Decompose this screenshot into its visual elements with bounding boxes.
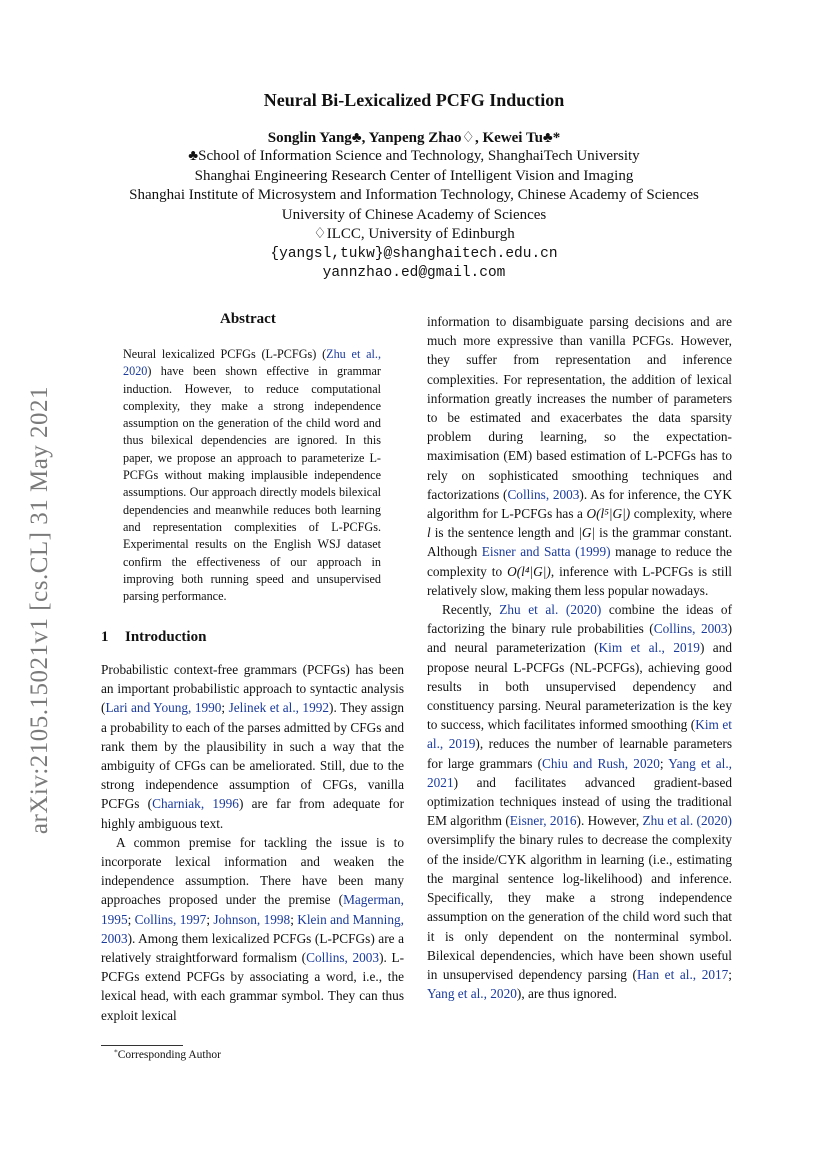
text: ), reduces the number of learnable parameters for large grammars (: [427, 736, 732, 771]
abstract-heading: Abstract: [220, 311, 276, 327]
text: oversimplify the binary rules to decrease the complexity of the inside/CYK algorithm in learning (i.e., estimating the marginal sentence log-likelihood) and inference. Specifically, they make a strong independence assumption on the generation of the child word such that it is only dependent on the nonterminal symbol. Bilexical dependencies, which have been shown useful in unsupervised dependency parsing (: [427, 832, 732, 982]
citation-link[interactable]: Magerman, 1995: [101, 892, 404, 927]
citation-link[interactable]: Collins, 1997: [134, 911, 207, 927]
affiliation: ♣School of Information Science and Technology, ShanghaiTech University: [188, 148, 640, 164]
text: combine the ideas of factorizing the binary rule probabilities (: [427, 602, 732, 637]
text: ). However,: [576, 813, 643, 829]
text: complexity, where: [630, 506, 732, 522]
email: yannzhao.ed@gmail.com: [322, 265, 506, 281]
text: ). L-PCFGs extend PCFGs by associating a word, i.e., the lexical head, with each grammar symbol. They can thus exploit lexical: [101, 950, 404, 1023]
text: , inference with L-PCFGs is still relatively slow, making them less popular nowadays.: [427, 563, 732, 598]
section-title: Introduction: [125, 629, 207, 645]
text: manage to reduce the complexity to: [427, 544, 732, 579]
text: ) and facilitates advanced gradient-based optimization techniques instead of using the traditional EM algorithm (: [427, 774, 732, 829]
footnote-mark: *: [114, 1047, 118, 1057]
citation-link[interactable]: Chiu and Rush, 2020: [542, 755, 660, 771]
text: ;: [221, 700, 229, 716]
math: l: [427, 525, 431, 541]
text: ) are far from adequate for highly ambiguous text.: [101, 796, 404, 831]
text: ). Among them lexicalized PCFGs (L-PCFGs) are a relatively straightforward formalism (: [101, 930, 404, 966]
email: {yangsl,tukw}@shanghaitech.edu.cn: [270, 245, 558, 262]
text: Recently,: [442, 602, 500, 618]
text: is the grammar constant. Although: [427, 525, 732, 560]
citation-link[interactable]: Zhu et al. (2020): [499, 602, 602, 618]
citation-link[interactable]: Collins, 2003: [507, 486, 580, 502]
text: ). As for inference, the CYK algorithm for L-PCFGs has a: [427, 486, 732, 522]
text: ) have been shown effective in grammar induction. However, to reduce computational complexity, they make a strong independence assumption on the generation of the child word and thus bilexical dependencies are ignored. In this paper, we propose an approach to parameterize L-PCFGs without making implausible independence assumptions. Our approach directly models bilexical dependencies and meanwhile reduces both learning and representation complexities of L-PCFGs. Experimental results on the English WSJ dataset confirm the effectiveness of our approach in improving both running speed and unsupervised parsing performance.: [123, 364, 381, 604]
paragraph: [101, 833, 404, 1025]
affiliations: [0, 147, 828, 284]
left-column: [101, 660, 404, 1025]
footnote-divider: [101, 1045, 183, 1046]
text: Probabilistic context-free grammars (PCFGs) has been an important probabilistic approach to syntactic analysis (: [101, 662, 404, 716]
text: ;: [659, 755, 669, 771]
text: A common premise for tackling the issue is to incorporate lexical information and weaken the independence assumption. There have been many approaches proposed under the premise (: [101, 834, 404, 908]
text: ;: [127, 911, 135, 927]
text: ;: [728, 966, 732, 982]
citation-link[interactable]: Yang et al., 2021: [427, 755, 732, 790]
affiliation: University of Chinese Academy of Sciences: [281, 206, 547, 223]
math: O(l⁴|G|): [507, 563, 551, 579]
citation-link[interactable]: Collins, 2003: [653, 621, 728, 637]
citation-link[interactable]: Kim et al., 2019: [427, 717, 733, 752]
citation-link[interactable]: Zhu et al., 2020: [123, 347, 381, 379]
citation-link[interactable]: Yang et al., 2020: [427, 986, 517, 1002]
citation-link[interactable]: Kim et al., 2019: [598, 640, 700, 656]
citation-link[interactable]: Collins, 2003: [306, 950, 380, 966]
text: ) and neural parameterization (: [427, 621, 733, 656]
text: ). They assign a probability to each of the parses admitted by CFGs and rank them by the plausibility in such a way that the ambiguity of CFGs can be ameliorated. Still, due to the strong independence assumption of CFGs, vanilla PCFGs (: [101, 700, 405, 812]
paragraph: [427, 312, 732, 600]
text: ), are thus ignored.: [516, 986, 617, 1002]
citation-link[interactable]: Han et al., 2017: [636, 966, 729, 982]
citation-link[interactable]: Eisner, 2016: [509, 813, 577, 829]
footnote-text: Corresponding Author: [117, 1049, 221, 1061]
affiliation: Shanghai Institute of Microsystem and Information Technology, Chinese Academy of Sciences: [129, 187, 699, 203]
affiliation: ♢ILCC, University of Edinburgh: [313, 226, 515, 242]
arxiv-stamp: arXiv:2105.15021v1 [cs.CL] 31 May 2021: [26, 385, 53, 835]
citation-link[interactable]: Klein and Manning, 2003: [101, 911, 404, 946]
citation-link[interactable]: Johnson, 1998: [213, 911, 291, 927]
paper-title: Neural Bi-Lexicalized PCFG Induction: [263, 90, 565, 110]
text: ) and propose neural L-PCFGs (NL-PCFGs), achieving good results in both unsupervised dependency and constituency parsing. Neural parameterization is the key to success, which facilitates informed smoothing (: [427, 640, 733, 733]
right-column: [427, 312, 732, 1003]
citation-link[interactable]: Eisner and Satta (1999): [481, 544, 611, 560]
math: |G|: [578, 525, 596, 541]
footnote: [114, 1049, 221, 1061]
abstract-text: [123, 346, 381, 605]
citation-link[interactable]: Lari and Young, 1990: [105, 700, 222, 716]
paragraph: [427, 600, 732, 1003]
section-number: 1: [101, 629, 109, 645]
affiliation: Shanghai Engineering Research Center of Intelligent Vision and Imaging: [194, 167, 634, 184]
text: ;: [290, 911, 298, 927]
text: ;: [206, 911, 214, 927]
math: O(l⁵|G|): [586, 506, 631, 522]
section-heading: [101, 629, 206, 646]
text: is the sentence length and: [430, 525, 579, 541]
text: Neural lexicalized PCFGs (L-PCFGs) (: [123, 347, 327, 361]
citation-link[interactable]: Jelinek et al., 1992: [228, 700, 330, 716]
citation-link[interactable]: Charniak, 1996: [152, 796, 239, 812]
citation-link[interactable]: Zhu et al. (2020): [642, 813, 732, 829]
paragraph: [101, 660, 404, 833]
author-list: Songlin Yang♣, Yanpeng Zhao♢, Kewei Tu♣*: [267, 130, 561, 146]
text: information to disambiguate parsing decisions and are much more expressive than vanilla PCFGs. However, they suffer from representation and inference complexities. For representation, the addition of lexical information greatly increases the number of parameters to be estimated and exacerbates the data sparsity problem during learning, so the expectation-maximisation (EM) based estimation of L-PCFGs has to rely on sophisticated smoothing techniques and factorizations (: [427, 314, 732, 502]
